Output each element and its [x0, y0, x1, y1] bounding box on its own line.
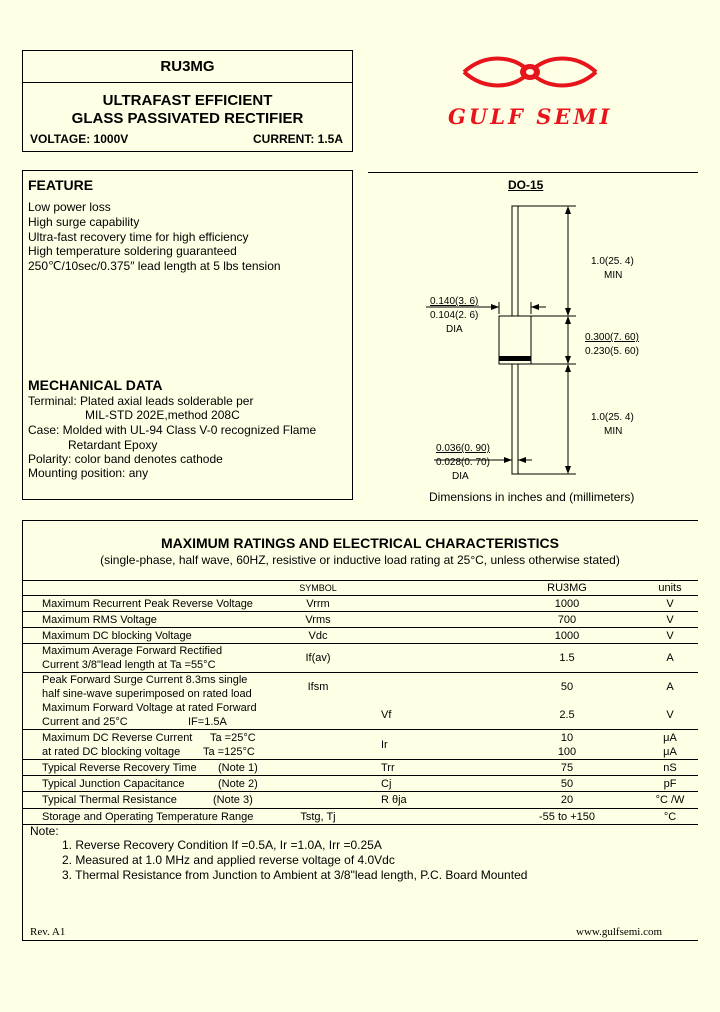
note-ref: (Note 2)	[218, 777, 258, 790]
param-label: Maximum Average Forward Rectified	[42, 645, 223, 657]
col-header-part: RU3MG	[547, 582, 587, 594]
dimensions-caption: Dimensions in inches and (millimeters)	[429, 490, 635, 504]
unit-cell: V	[666, 613, 674, 626]
table-row	[22, 628, 698, 644]
notes-label: Note:	[30, 824, 59, 838]
body-length-max: 0.300(7. 60)	[585, 332, 639, 343]
ratings-subtitle: (single-phase, half wave, 60HZ, resistive or inductive load rating at 25°C, unless otherwise stated)	[100, 553, 620, 567]
value-cell: 700	[557, 613, 577, 626]
table-row	[22, 809, 698, 825]
do15-outline-drawing	[368, 190, 698, 490]
param-label: Maximum Recurrent Peak Reverse Voltage	[42, 597, 253, 610]
value-cell: 2.5	[559, 709, 575, 721]
lead-length-top-min: MIN	[604, 270, 623, 281]
lead-length-bottom: 1.0(25. 4)	[591, 412, 634, 423]
symbol-cell: Trr	[381, 761, 395, 774]
feature-item: 250℃/10sec/0.375″ lead length at 5 lbs tension	[28, 259, 281, 273]
symbol-cell: R θja	[381, 794, 407, 806]
param-label-line2: Current 3/8"lead length at Ta =55°C	[42, 659, 216, 671]
unit-cell: A	[666, 652, 674, 664]
ratings-title: MAXIMUM RATINGS AND ELECTRICAL CHARACTERISTICS	[161, 535, 559, 551]
table-row	[22, 612, 698, 628]
symbol-cell: Vrms	[305, 613, 331, 626]
unit-cell-2: μA	[663, 745, 677, 758]
note-item: 2. Measured at 1.0 MHz and applied reverse voltage of 4.0Vdc	[62, 853, 395, 867]
unit-cell: A	[666, 681, 674, 693]
symbol-cell: Vdc	[308, 629, 328, 642]
param-label: Peak Forward Surge Current 8.3ms single	[42, 674, 248, 686]
value-cell: -55 to +150	[539, 810, 595, 823]
test-condition: Ta =25°C	[210, 731, 256, 744]
value-cell: 1000	[554, 629, 580, 642]
symbol-cell: Vf	[381, 709, 392, 721]
lead-length-bottom-min: MIN	[604, 426, 623, 437]
lead-dia-label: DIA	[452, 471, 469, 482]
title-line2: GLASS PASSIVATED RECTIFIER	[71, 110, 304, 127]
body-length-min: 0.230(5. 60)	[585, 346, 639, 357]
mechanical-line: Polarity: color band denotes cathode	[28, 452, 223, 466]
current-rating: CURRENT: 1.5A	[253, 132, 344, 146]
param-label: Maximum DC blocking Voltage	[42, 629, 192, 642]
feature-heading: FEATURE	[28, 177, 94, 193]
voltage-rating: VOLTAGE: 1000V	[30, 132, 129, 146]
feature-item: Low power loss	[28, 200, 111, 214]
unit-cell: pF	[663, 777, 677, 790]
ratings-table	[22, 580, 698, 825]
mechanical-line: Terminal: Plated axial leads solderable per	[28, 394, 254, 408]
package-top-rule	[368, 172, 698, 173]
symbol-cell: Cj	[381, 777, 392, 790]
param-label: Maximum DC Reverse Current	[42, 731, 193, 744]
param-label: Maximum RMS Voltage	[42, 613, 157, 626]
col-header-symbol: SYMBOL	[299, 583, 337, 593]
header-divider	[22, 82, 353, 83]
unit-cell: μA	[663, 731, 677, 744]
mechanical-heading: MECHANICAL DATA	[28, 377, 163, 393]
title-line1: ULTRAFAST EFFICIENT	[102, 92, 273, 109]
value-cell: 50	[560, 777, 574, 790]
value-cell: 75	[560, 761, 574, 774]
table-row	[22, 760, 698, 776]
table-row	[22, 730, 698, 760]
note-item: 1. Reverse Recovery Condition If =0.5A, Ir =1.0A, Irr =0.25A	[62, 838, 382, 852]
test-condition-2: Ta =125°C	[203, 745, 255, 758]
symbol-cell: If(av)	[305, 652, 331, 664]
col-header-units: units	[658, 582, 682, 594]
unit-cell: V	[666, 709, 674, 721]
lead-dia-min: 0.028(0. 70)	[436, 457, 490, 468]
footer-rule	[22, 940, 698, 941]
website-url[interactable]: www.gulfsemi.com	[576, 926, 663, 938]
body-dia-label: DIA	[446, 324, 463, 335]
table-row	[22, 596, 698, 612]
table-row	[22, 673, 698, 702]
unit-cell: °C /W	[655, 794, 685, 806]
note-ref: (Note 1)	[218, 761, 258, 774]
body-dia-min: 0.104(2. 6)	[430, 310, 479, 321]
mechanical-line: Mounting position: any	[28, 466, 149, 480]
mechanical-line: MIL-STD 202E,method 208C	[85, 408, 240, 422]
param-label: Maximum Forward Voltage at rated Forward	[42, 702, 257, 714]
value-cell: 50	[560, 681, 574, 693]
test-condition: IF=1.5A	[188, 716, 227, 728]
symbol-cell: Tstg, Tj	[300, 810, 336, 823]
table-row	[22, 792, 698, 809]
feature-item: High temperature soldering guaranteed	[28, 244, 237, 258]
table-row	[22, 776, 698, 792]
unit-cell: °C	[663, 810, 677, 823]
revision: Rev. A1	[30, 926, 66, 938]
value-cell: 1000	[554, 597, 580, 610]
table-row	[22, 644, 698, 673]
value-cell: 1.5	[559, 652, 575, 664]
note-ref: (Note 3)	[213, 794, 253, 806]
param-label: Typical Junction Capacitance	[42, 777, 185, 790]
brand-name: GULF SEMI	[448, 104, 613, 129]
value-cell-2: 100	[557, 745, 577, 758]
param-label: Typical Thermal Resistance	[42, 794, 177, 806]
param-label: Storage and Operating Temperature Range	[42, 810, 254, 823]
part-number: RU3MG	[160, 58, 215, 75]
table-header-row	[22, 581, 698, 596]
body-dia-max: 0.140(3. 6)	[430, 296, 479, 307]
package-name: DO-15	[508, 178, 544, 192]
param-label-line2: Current and 25°C	[42, 716, 128, 728]
symbol-cell: Ir	[381, 738, 388, 751]
mechanical-line: Retardant Epoxy	[68, 438, 158, 452]
note-item: 3. Thermal Resistance from Junction to Ambient at 3/8"lead length, P.C. Board Mounted	[62, 868, 528, 882]
symbol-cell: Ifsm	[307, 681, 329, 693]
param-label-line2: at rated DC blocking voltage	[42, 745, 181, 758]
feature-item: High surge capability	[28, 215, 140, 229]
value-cell: 10	[560, 731, 574, 744]
param-label-line2: half sine-wave superimposed on rated load	[42, 688, 252, 700]
feature-item: Ultra-fast recovery time for high efficiency	[28, 230, 249, 244]
lead-length-top: 1.0(25. 4)	[591, 256, 634, 267]
symbol-cell: Vrrm	[306, 597, 330, 610]
mechanical-line: Case: Molded with UL-94 Class V-0 recognized Flame	[28, 423, 317, 437]
unit-cell: V	[666, 629, 674, 642]
lead-dia-max: 0.036(0. 90)	[436, 443, 490, 454]
table-row	[22, 701, 698, 730]
unit-cell: nS	[663, 761, 677, 774]
unit-cell: V	[666, 597, 674, 610]
value-cell: 20	[560, 794, 574, 806]
param-label: Typical Reverse Recovery Time	[42, 761, 197, 774]
